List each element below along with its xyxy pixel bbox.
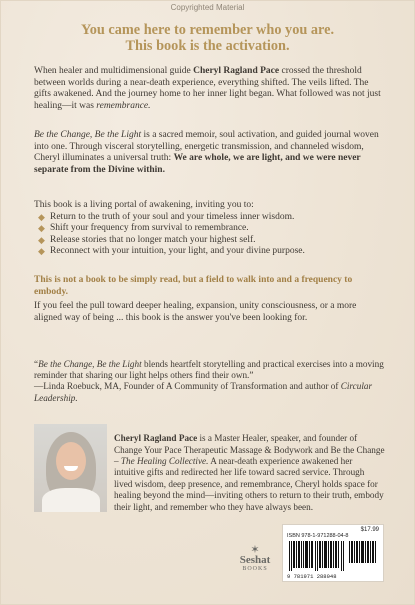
quote-book-title: Be the Change, Be the Light	[38, 359, 142, 369]
publisher-logo	[230, 545, 280, 573]
diamond-bullet-icon: ◆	[38, 223, 45, 233]
isbn-digits: 9 781971 288048	[287, 573, 337, 580]
invitation-paragraph: If you feel the pull toward deeper healing, expansion, unity consciousness, or a more aligned way of being ... this book is the answer you've been looking for.	[34, 301, 357, 323]
portal-bullet-list	[34, 212, 385, 258]
bullet-text: Return to the truth of your soul and your timeless inner wisdom.	[50, 211, 295, 222]
list-item	[38, 246, 385, 258]
headline-line-2: This book is the activation.	[125, 38, 290, 54]
book-title-italic: Be the Change, Be the Light	[34, 130, 142, 140]
author-name: Cheryl Ragland Pace	[193, 66, 280, 76]
diamond-bullet-icon: ◆	[38, 246, 45, 256]
diamond-bullet-icon: ◆	[38, 211, 45, 222]
diamond-bullet-icon: ◆	[38, 234, 45, 245]
bio-author-name: Cheryl Ragland Pace	[114, 433, 198, 444]
barcode-bars-icon	[289, 541, 345, 571]
isbn-barcode	[282, 524, 384, 582]
quote-attribution: —Linda Roebuck, MA, Founder of A Community of Transformation and author of	[34, 381, 341, 392]
intro-text-start: When healer and multidimensional guide	[34, 66, 194, 76]
bullet-text: Shift your frequency from survival to remembrance.	[50, 223, 249, 233]
price-label: $17.99	[360, 527, 379, 533]
field-statement: This is not a book to be simply read, but a field to walk into and a frequency to embody.	[34, 275, 353, 297]
copyright-notice: Copyrighted Material	[170, 3, 245, 12]
list-item	[38, 212, 385, 224]
price-barcode-icon	[349, 541, 377, 563]
intro-text-end: crossed the threshold between worlds during a near-death experience, everything shifted. The veils lifted. The gifts awakened. And the journey home to her inner light began. What followed was not just healing—it was	[34, 66, 381, 111]
open-quote: “	[34, 359, 39, 369]
headline	[18, 22, 397, 54]
portal-section	[34, 200, 385, 258]
description-paragraph	[34, 130, 385, 176]
description-text: is a sacred memoir, soul activation, and guided journal woven into one. Through visceral storytelling, energetic transmission, and channeled wisdom, Cheryl illuminates a universal truth:	[34, 130, 379, 163]
bio-text-1: is a Master Healer, speaker, and founder of Change Your Pace Therapeutic Massage & Bodywork and Be the Change –	[114, 433, 385, 466]
quote-text: blends heartfelt storytelling and practical exercises into a moving reminder that sharing our light helps others find their own.”	[34, 359, 384, 381]
universal-truth: We are whole, we are light, and we were never separate from the Divine within.	[34, 153, 361, 175]
remembrance-word: remembrance.	[96, 100, 151, 111]
list-item	[38, 223, 385, 235]
publisher-name: Seshat	[239, 554, 271, 566]
isbn-label: ISBN 978-1-971288-04-8	[287, 533, 349, 539]
endorsement-quote	[34, 359, 385, 404]
list-item	[38, 235, 385, 247]
bio-collective-name: The Healing Collective.	[120, 456, 209, 466]
bullet-text: Reconnect with your intuition, your light, and your divine purpose.	[50, 246, 305, 256]
seshat-star-icon: ✶	[250, 544, 260, 556]
author-bio	[114, 424, 385, 522]
attribution-book-title: Circular Leadership.	[34, 381, 373, 403]
bullet-text: Release stories that no longer match your highest self.	[50, 234, 256, 245]
publisher-sub: BOOKS	[242, 566, 268, 572]
portal-intro: This book is a living portal of awakening, inviting you to:	[34, 200, 254, 210]
author-photo	[34, 424, 107, 512]
intro-paragraph	[34, 66, 385, 112]
headline-line-1: You came here to remember who you are.	[80, 22, 335, 38]
bio-text-2: A near-death experience awakened her intuitive gifts and redirected her life toward sacred service. Through lived wisdom, deep presence, and remembrance, Cheryl holds space for healing beyond the mind—inviting others to return to their truth, embody their light, and remember who they have always been.	[114, 456, 384, 512]
